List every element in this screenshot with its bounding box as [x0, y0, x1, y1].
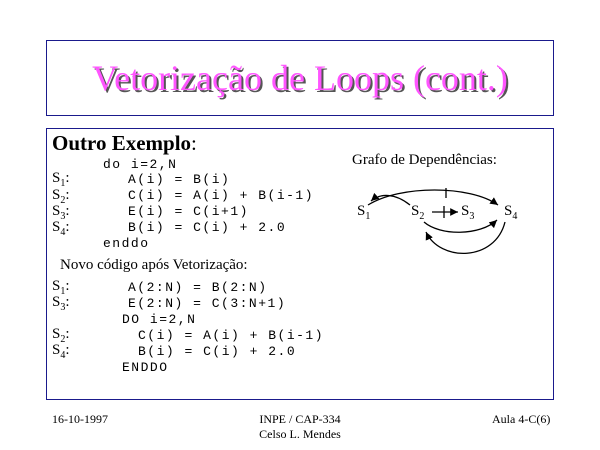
vec-code-s4: B(i) = C(i) + 2.0 — [138, 344, 297, 359]
vec-label-s4: $S_4$: — [52, 342, 70, 361]
graph-node-s3: $S_3$ — [461, 203, 475, 222]
stmt-label-s2: $S_2$: — [52, 187, 70, 206]
graph-node-s2: $S_2$ — [411, 203, 425, 222]
stmt-label-s1: $S_1$: — [52, 170, 70, 189]
vec-code-s2: C(i) = A(i) + B(i-1) — [138, 328, 325, 343]
edge-s1-s4 — [368, 190, 498, 205]
heading-colon: : — [191, 131, 197, 155]
stmt-code-s4: B(i) = C(i) + 2.0 — [128, 220, 287, 235]
edge-s4-s2 — [426, 222, 505, 253]
graph-node-s4: $S_4$ — [504, 203, 518, 222]
slide-title: Vetorização de Loops (cont.) — [92, 58, 508, 98]
graph-title: Grafo de Dependências: — [352, 152, 497, 168]
footer-course-line1: INPE / CAP-334 — [259, 412, 341, 426]
vec-label-s2: $S_2$: — [52, 326, 70, 345]
vec-label-s3: $S_3$: — [52, 294, 70, 313]
footer-course — [230, 412, 370, 442]
graph-node-s1: $S_1$ — [357, 203, 371, 222]
stmt-code-s1: A(i) = B(i) — [128, 172, 231, 187]
vec-do-header: DO i=2,N — [122, 312, 197, 327]
vec-do-footer: ENDDO — [122, 360, 169, 375]
vec-code-s1: A(2:N) = B(2:N) — [128, 280, 268, 295]
vectorized-title: Novo código após Vetorização: — [60, 257, 248, 273]
loop-footer: enddo — [103, 236, 150, 251]
footer-date: 16-10-1997 — [52, 412, 108, 426]
stmt-label-s4: $S_4$: — [52, 219, 70, 238]
footer-page: Aula 4-C(6) — [492, 412, 551, 426]
vec-label-s1: $S_1$: — [52, 278, 70, 297]
footer-course-line2: Celso L. Mendes — [259, 427, 341, 441]
vec-code-s3: E(2:N) = C(3:N+1) — [128, 296, 287, 311]
stmt-label-s3: $S_3$: — [52, 203, 70, 222]
heading-text: Outro Exemplo — [52, 131, 192, 155]
loop-header: do i=2,N — [103, 157, 178, 172]
stmt-code-s2: C(i) = A(i) + B(i-1) — [128, 188, 315, 203]
stmt-code-s3: E(i) = C(i+1) — [128, 204, 249, 219]
